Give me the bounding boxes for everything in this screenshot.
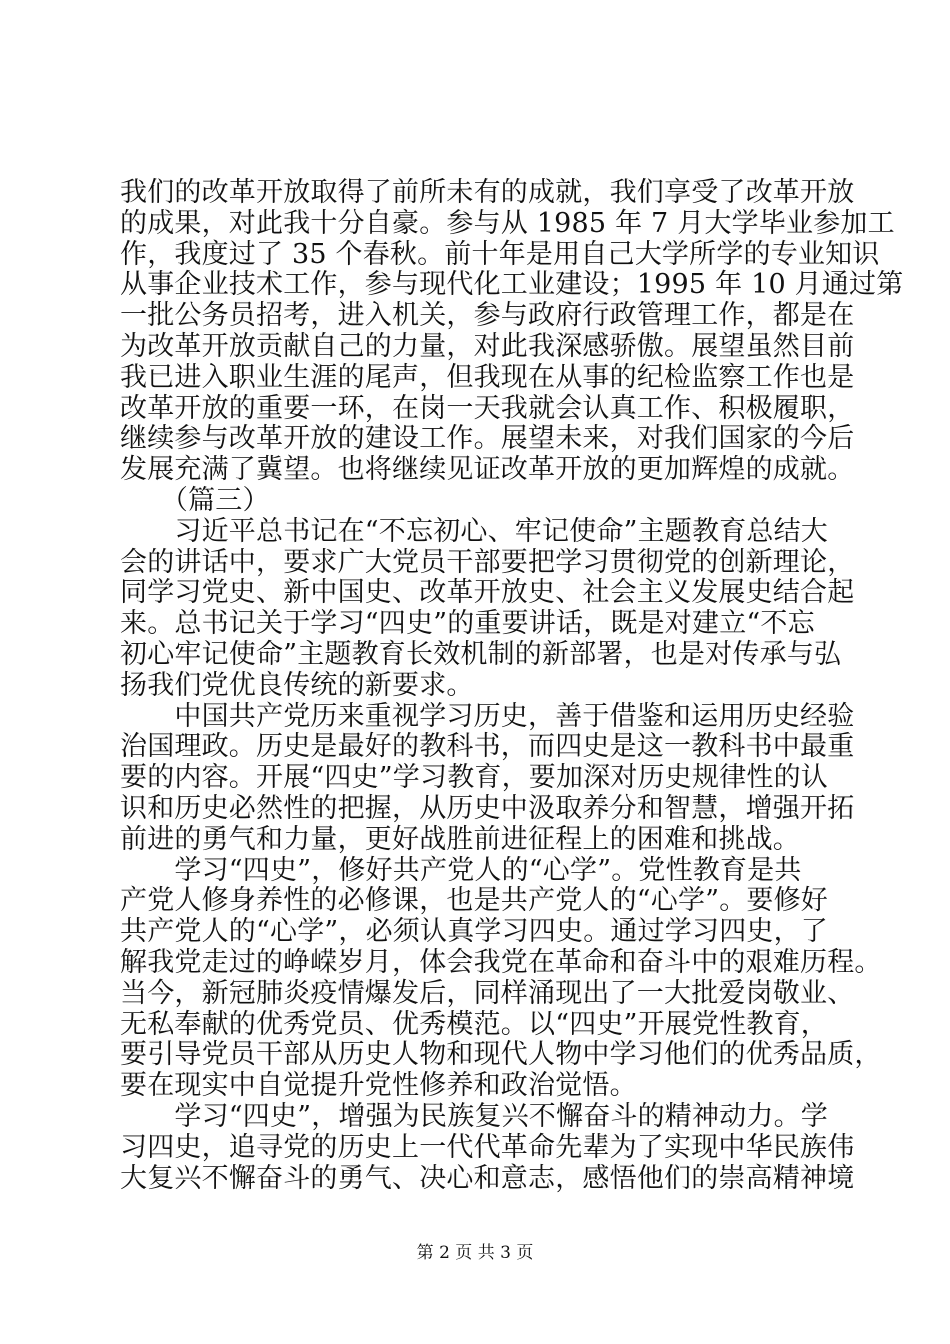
page-footer <box>0 1243 950 1263</box>
text-line: 来。总书记关于学习“四史”的重要讲话，既是对建立“不忘 <box>120 608 815 640</box>
text-line: 习四史，追寻党的历史上一代代革命先辈为了实现中华民族伟 <box>120 1131 855 1163</box>
text-line: 解我党走过的峥嵘岁月，体会我党在革命和奋斗中的艰难历程。 <box>120 946 882 978</box>
text-line: 发展充满了冀望。也将继续见证改革开放的更加辉煌的成就。 <box>120 454 855 486</box>
text-line: 作，我度过了 35 个春秋。前十年是用自己大学所学的专业知识 <box>120 238 880 270</box>
text-line: 同学习党史、新中国史、改革开放史、社会主义发展史结合起 <box>120 577 855 609</box>
text-line: 产党人修身养性的必修课，也是共产党人的“心学”。要修好 <box>120 885 829 917</box>
document-body <box>120 177 904 1194</box>
text-line: 要引导党员干部从历史人物和现代人物中学习他们的优秀品质， <box>120 1039 882 1071</box>
text-line: 大复兴不懈奋斗的勇气、决心和意志，感悟他们的崇高精神境 <box>120 1162 855 1194</box>
text-line: 初心牢记使命”主题教育长效机制的新部署，也是对传承与弘 <box>120 638 842 670</box>
text-line: 从事企业技术工作，参与现代化工业建设；1995 年 10 月通过第 <box>120 269 904 301</box>
text-line: 我们的改革开放取得了前所未有的成就，我们享受了改革开放 <box>120 177 855 208</box>
text-line: 我已进入职业生涯的尾声，但我现在从事的纪检监察工作也是 <box>120 361 855 393</box>
text-line: 学习“四史”，修好共产党人的“心学”。党性教育是共 <box>120 854 802 886</box>
section-heading: （篇三） <box>120 484 270 516</box>
text-line: 无私奉献的优秀党员、优秀模范。以“四史”开展党性教育， <box>120 1008 829 1040</box>
text-line: 要在现实中自觉提升党性修养和政治觉悟。 <box>120 1070 637 1102</box>
text-line: 的成果，对此我十分自豪。参与从 1985 年 7 月大学毕业参加工 <box>120 207 895 239</box>
text-line: 会的讲话中，要求广大党员干部要把学习贯彻党的创新理论， <box>120 546 855 578</box>
text-line: 识和历史必然性的把握，从历史中汲取养分和智慧，增强开拓 <box>120 792 855 824</box>
text-line: 中国共产党历来重视学习历史，善于借鉴和运用历史经验 <box>120 700 855 732</box>
text-line: 当今，新冠肺炎疫情爆发后，同样涌现出了一大批爱岗敬业、 <box>120 977 855 1009</box>
text-line: 共产党人的“心学”，必须认真学习四史。通过学习四史，了 <box>120 916 829 948</box>
text-line: 前进的勇气和力量，更好战胜前进征程上的困难和挑战。 <box>120 823 800 855</box>
text-line: 要的内容。开展“四史”学习教育，要加深对历史规律性的认 <box>120 762 829 794</box>
text-line: 继续参与改革开放的建设工作。展望未来，对我们国家的今后 <box>120 423 855 455</box>
text-line: 治国理政。历史是最好的教科书，而四史是这一教科书中最重 <box>120 731 855 763</box>
text-line: 学习“四史”，增强为民族复兴不懈奋斗的精神动力。学 <box>120 1100 829 1132</box>
text-line: 为改革开放贡献自己的力量，对此我深感骄傲。展望虽然目前 <box>120 330 855 362</box>
text-line: 改革开放的重要一环，在岗一天我就会认真工作、积极履职， <box>120 392 855 424</box>
text-line: 扬我们党优良传统的新要求。 <box>120 669 474 701</box>
page-number-label: 第 2 页 共 3 页 <box>416 1243 534 1263</box>
text-line: 习近平总书记在“不忘初心、牢记使命”主题教育总结大 <box>120 515 829 547</box>
text-line: 一批公务员招考，进入机关，参与政府行政管理工作，都是在 <box>120 300 855 332</box>
